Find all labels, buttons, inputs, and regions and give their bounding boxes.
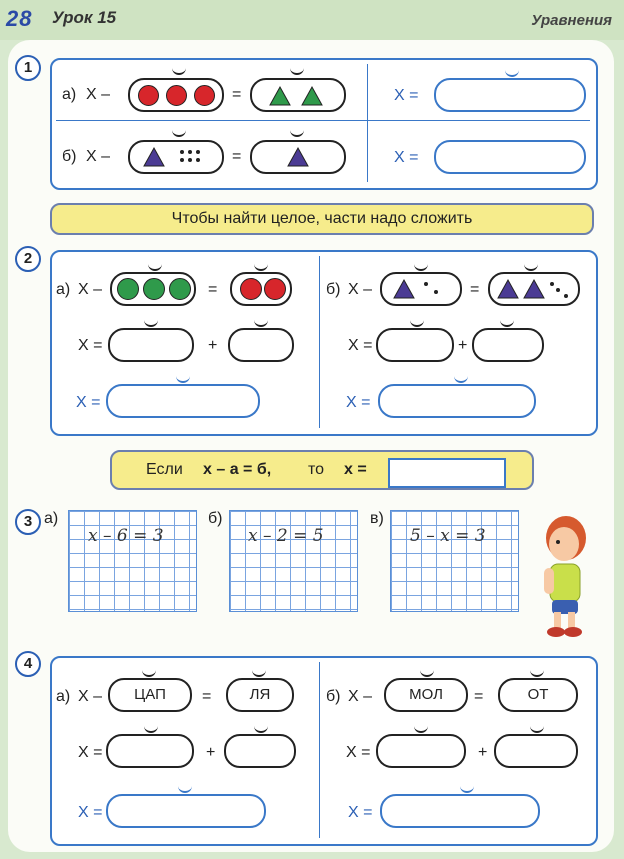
task-3b-label: б) — [208, 510, 223, 527]
task-4b-word1: МОЛ — [409, 686, 443, 703]
rule2-expression: x – a = б, — [203, 461, 272, 478]
task-1b-label: б) — [62, 148, 77, 165]
topic-title: Уравнения — [531, 12, 612, 29]
task-1b-x-minus: X – — [86, 148, 111, 165]
task-4b-answer-prefix: X = — [348, 804, 373, 821]
task-4b-part2-field[interactable] — [494, 734, 578, 768]
task-1b-equals: = — [232, 148, 242, 165]
task-4a-x-eq: X = — [78, 744, 103, 761]
task-2a-answer-field[interactable] — [106, 384, 260, 418]
task-1b-answer-prefix: X = — [394, 149, 419, 166]
task-2b-part2-field[interactable] — [472, 328, 544, 362]
task-2b-equals: = — [470, 281, 480, 298]
task-2a-x-eq: X = — [78, 337, 103, 354]
red-circle-icon — [240, 278, 262, 300]
task-1-vdivider — [367, 64, 368, 182]
task-2a-equals: = — [208, 281, 218, 298]
rule2-if: Если — [146, 461, 183, 478]
violet-triangle-dots-icon — [392, 278, 452, 300]
rule-banner-1: Чтобы найти целое, части надо сложить — [50, 203, 594, 235]
task-1a-label: а) — [62, 86, 77, 103]
task-2a-plus: + — [208, 337, 218, 354]
violet-triangle-icon — [286, 146, 312, 168]
rule2-answer-field[interactable] — [388, 458, 506, 488]
task-4a-word1: ЦАП — [134, 686, 166, 703]
task-3-number: 3 — [15, 509, 41, 535]
task-2a-x-minus: X – — [78, 281, 103, 298]
task-2b-answer-field[interactable] — [378, 384, 536, 418]
task-2a-label: а) — [56, 281, 71, 298]
task-4-number: 4 — [15, 651, 41, 677]
green-triangles-icon — [268, 85, 328, 107]
task-4a-part1-field[interactable] — [106, 734, 194, 768]
task-1-divider — [56, 120, 590, 121]
task-2b-part1-field[interactable] — [376, 328, 454, 362]
task-4a-answer-field[interactable] — [106, 794, 266, 828]
task-4b-label: б) — [326, 688, 341, 705]
task-2a-part2-field[interactable] — [228, 328, 294, 362]
task-4a-word2: ЛЯ — [249, 686, 271, 703]
green-circle-icon — [169, 278, 191, 300]
task-4b-x-minus: X – — [348, 688, 373, 705]
task-3c-label: в) — [370, 510, 384, 527]
task-2a-answer-prefix: X = — [76, 394, 101, 411]
task-2b-x-eq: X = — [348, 337, 373, 354]
task-2a-part1-field[interactable] — [108, 328, 194, 362]
task-1a-answer-prefix: X = — [394, 87, 419, 104]
task-4a-x-minus: X – — [78, 688, 103, 705]
task-1-number: 1 — [15, 55, 41, 81]
task-4a-part2-field[interactable] — [224, 734, 296, 768]
task-4a-equals: = — [202, 688, 212, 705]
boy-illustration-icon — [536, 512, 594, 640]
task-3a-label: а) — [44, 510, 59, 527]
task-4-vdivider — [319, 662, 320, 838]
task-4b-answer-field[interactable] — [380, 794, 540, 828]
violet-triangle-dots-icon — [142, 146, 214, 168]
task-2-number: 2 — [15, 246, 41, 272]
task-4b-x-eq: X = — [346, 744, 371, 761]
task-1a-answer-field[interactable] — [434, 78, 586, 112]
violet-triangles-dots-icon — [496, 278, 576, 300]
red-circle-icon — [264, 278, 286, 300]
task-3c-equation: 5 – x = 3 — [410, 526, 486, 546]
task-4a-label: а) — [56, 688, 71, 705]
task-1a-equals: = — [232, 86, 242, 103]
task-2b-x-minus: X – — [348, 281, 373, 298]
task-4a-plus: + — [206, 744, 216, 761]
lesson-title: Урок 15 — [52, 8, 117, 27]
task-4b-equals: = — [474, 688, 484, 705]
page-number: 28 — [6, 6, 33, 31]
rule2-then: то — [308, 461, 325, 478]
task-1a-x-minus: X – — [86, 86, 111, 103]
green-circle-icon — [143, 278, 165, 300]
task-1b-answer-field[interactable] — [434, 140, 586, 174]
red-circle-icon — [138, 85, 159, 106]
task-4b-part1-field[interactable] — [376, 734, 466, 768]
green-circle-icon — [117, 278, 139, 300]
task-4a-answer-prefix: X = — [78, 804, 103, 821]
task-2b-plus: + — [458, 337, 468, 354]
task-4b-plus: + — [478, 744, 488, 761]
rule2-result: x = — [344, 461, 367, 478]
task-2-vdivider — [319, 256, 320, 428]
red-circle-icon — [166, 85, 187, 106]
task-2b-label: б) — [326, 281, 341, 298]
red-circle-icon — [194, 85, 215, 106]
task-4b-word2: ОТ — [527, 686, 549, 703]
task-2b-answer-prefix: X = — [346, 394, 371, 411]
task-3b-equation: x – 2 = 5 — [248, 526, 324, 546]
task-3a-equation: x – 6 = 3 — [88, 526, 164, 546]
